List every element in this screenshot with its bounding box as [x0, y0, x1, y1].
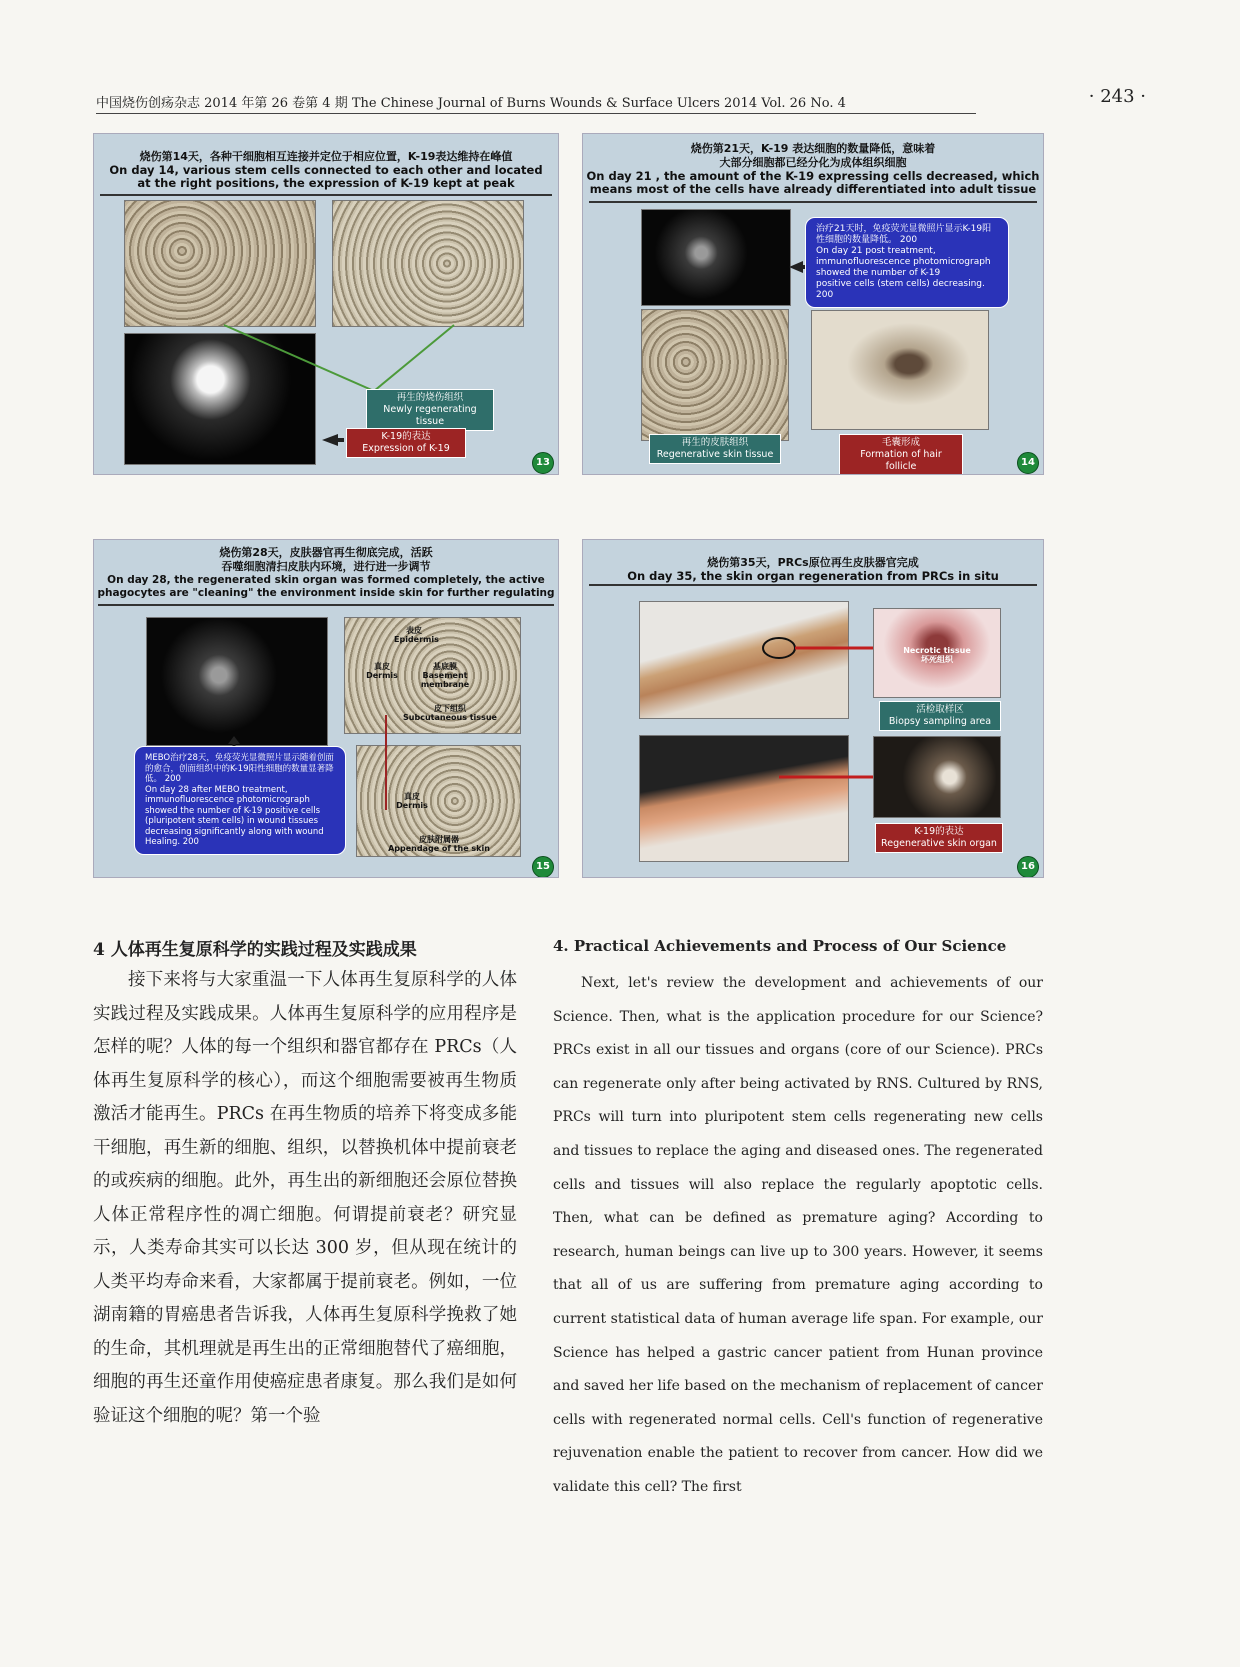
figure-16-title-en: On day 35, the skin organ regeneration from PRCs in situ — [627, 569, 999, 583]
figure-13-title-cn: 烧伤第14天，各种干细胞相互连接并定位于相应位置，K-19表达维持在峰值 — [139, 150, 513, 163]
label-expression-k19: K-19的表达 Expression of K-19 — [346, 428, 466, 458]
label-dermis: 真皮 Dermis — [366, 662, 398, 680]
figure-14-title-cn-2: 大部分细胞都已经分化为成体组织细胞 — [719, 156, 907, 169]
label-regenerative-skin-tissue: 再生的皮肤组织 Regenerative skin tissue — [649, 434, 781, 464]
label-subcutaneous-tissue: 皮下组织 Subcutaneous tissue — [403, 704, 497, 722]
figure-13-number-badge: 13 — [532, 452, 554, 474]
paragraph-en: Next, let's review the development and achievements of our Science. Then, what is the application procedure for our Science? PRCs exist in all our tissues and organs (core of our Science). PRCs can regenerate only after being activated by RNS. Cultured by RNS, PRCs will turn into pluripotent stem cells regenerating new cells and tissues to replace the aging and diseased ones. The regenerated cells and tissues will also replace the regularly apoptotic cells. Then, what can be defined as premature aging? According to research, human beings can live up to 300 years. However, it seems that all of us are suffering from premature aging according to current statistical data of human average life span. For example, our Science has helped a gastric cancer patient from Hunan province and saved her life based on the mechanism of replacement of cancer cells with regenerated normal cells. Cell's function of regenerative rejuvenation enable the patient to recover from cancer. How did we validate this cell? The first — [553, 975, 1043, 1495]
header-rule — [96, 113, 976, 114]
micrograph-regenerative-skin — [641, 309, 789, 441]
figure-15-title-en-1: On day 28, the regenerated skin organ was formed completely, the active — [107, 574, 545, 586]
label-necrotic-tissue: Necrotic tissue 坏死组织 — [903, 646, 971, 664]
figure-15 — [93, 539, 559, 878]
figure-16 — [582, 539, 1044, 878]
figure-16-title-cn: 烧伤第35天，PRCs原位再生皮肤器官完成 — [707, 556, 919, 569]
figure-14-number-badge: 14 — [1017, 452, 1039, 474]
figure-15-number-badge: 15 — [532, 856, 554, 878]
label-newly-regenerating-tissue: 再生的烧伤组织 Newly regenerating tissue — [366, 389, 494, 431]
micrograph-hair-follicle — [811, 310, 989, 430]
figure-14-title-en-2: means most of the cells have already differentiated into adult tissue — [589, 182, 1037, 196]
figure-15-title-cn-2: 吞噬细胞清扫皮肤内环境，进行进一步调节 — [221, 560, 431, 573]
paragraph-cn: 接下来将与大家重温一下人体再生复原科学的人体实践过程及实践成果。人体再生复原科学的应用程序是怎样的呢？人体的每一个组织和器官都存在 PRCs（人体再生复原科学的核心），而这个细胞需要被再生物质激活才能再生。PRCs 在再生物质的培养下将变成多能干细胞，再生新的细胞、组织，以替换机体中提前衰老的或疾病的细胞。此外，再生出的新细胞还会原位替换人体正常程序性的凋亡细胞。何谓提前衰老？研究显示，人类寿命其实可以长达 300 岁，但从现在统计的人类平均寿命来看，大家都属于提前衰老。例如，一位湖南籍的胃癌患者告诉我，人体再生复原科学挽救了她的生命，其机理就是再生出的正常细胞替代了癌细胞，细胞的再生还童作用使癌症患者康复。那么我们是如何验证这个细胞的呢？第一个验 — [93, 970, 517, 1426]
figure-16-number-badge: 16 — [1017, 856, 1039, 878]
figure-14-title-en-1: On day 21 , the amount of the K-19 expressing cells decreased, which — [586, 169, 1040, 183]
figure-14 — [582, 133, 1044, 475]
journal-title: 中国烧伤创疡杂志 2014 年第 26 卷第 4 期 The Chinese Journal of Burns Wounds & Surface Ulcers 2014 Vol. 26 No. 4 — [96, 96, 846, 111]
label-appendage-of-skin: 皮肤附属器 Appendage of the skin — [388, 835, 490, 853]
figure-15-title-en-2: phagocytes are "cleaning" the environment inside skin for further regulating — [97, 587, 555, 599]
figure-15-title-cn-1: 烧伤第28天，皮肤器官再生彻底完成，活跃 — [219, 546, 433, 559]
section-heading-cn: 4 人体再生复原科学的实践过程及实践成果 — [93, 940, 417, 960]
label-biopsy-sampling-area: 活检取样区 Biopsy sampling area — [879, 701, 1001, 731]
label-hair-follicle: 毛囊形成 Formation of hair follicle — [839, 434, 963, 475]
label-regenerative-skin-organ: K-19的表达 Regenerative skin organ — [875, 823, 1003, 853]
figure-14-title-cn-1: 烧伤第21天，K-19 表达细胞的数量降低，意味着 — [690, 142, 936, 155]
label-basement-membrane: 基底膜 Basement membrane — [420, 662, 470, 689]
section-body-en — [553, 967, 1043, 1505]
running-header — [96, 86, 1146, 116]
figure-13-title-en-1: On day 14, various stem cells connected to each other and located — [109, 163, 543, 177]
section-body-cn — [93, 964, 517, 1433]
label-epidermis: 表皮 Epidermis — [394, 626, 439, 644]
note-day21-immunofluorescence: 治疗21天时，免疫荧光显微照片显示K-19阳性细胞的数量降低。 200 On day 21 post treatment, immunofluorescence photomicrograph showed the number of K-19 positive cells (stem cells) decreasing. 200 — [805, 217, 1009, 308]
page-number: · 243 · — [1088, 86, 1146, 107]
figure-13-title-en-2: at the right positions, the expression of K-19 kept at peak — [137, 176, 515, 190]
section-heading-en: 4. Practical Achievements and Process of Our Science — [553, 937, 1007, 955]
note-day28-immunofluorescence: MEBO治疗28天，免疫荧光显微照片显示随着创面的愈合，创面组织中的K-19阳性细胞的数量显著降低。 200 On day 28 after MEBO treatment, immunofluorescence photomicrograph showed the number of K-19 positive cells (pluripotent stem cells) in wound tissues decreasing significantly along with wound Healing. 200 — [134, 746, 346, 855]
label-dermis-2: 真皮 Dermis — [396, 792, 428, 810]
figure-13 — [93, 133, 559, 475]
